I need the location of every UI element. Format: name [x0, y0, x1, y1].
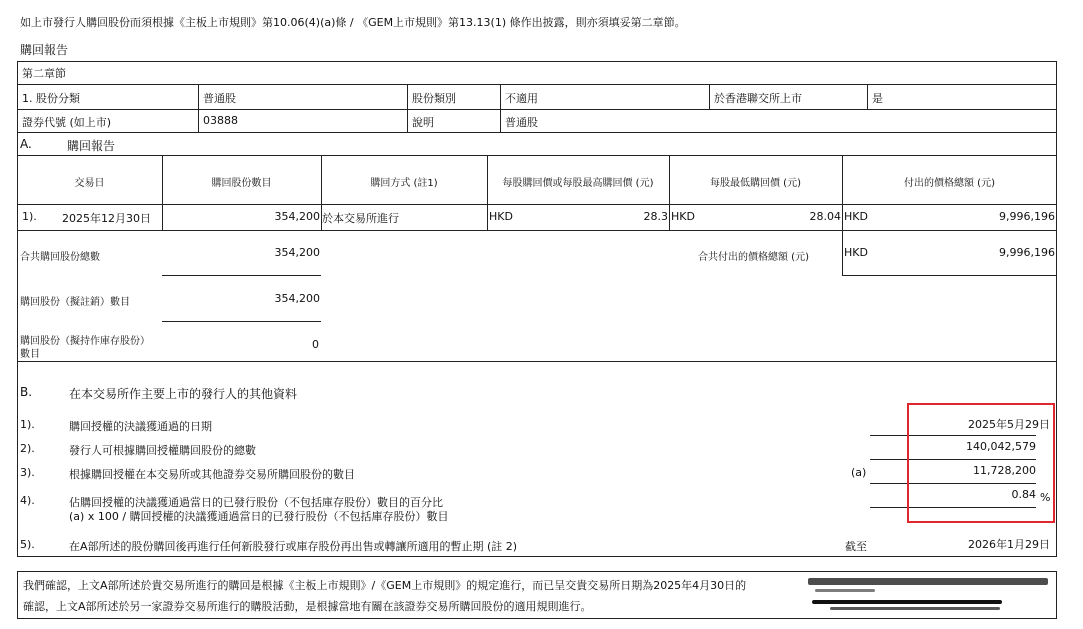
- b-item-3-value: 11,728,200: [973, 464, 1036, 477]
- section-a-letter: A.: [20, 137, 32, 151]
- cancel-shares-label: 購回股份（擬註銷）數目: [20, 297, 130, 308]
- b-item-4-label-2: (a) x 100 / 購回授權的決議獲通過當日的已發行股份（不包括庫存股份）數目: [69, 510, 449, 523]
- total-paid-currency: HKD: [844, 246, 868, 259]
- b-item-4-unit: %: [1040, 491, 1051, 504]
- row-low-price: 28.04: [809, 210, 841, 223]
- share-type-label: 股份類別: [412, 92, 456, 105]
- report-title: 購回報告: [20, 43, 69, 57]
- total-shares-value: 354,200: [274, 246, 320, 259]
- row-total-value: 9,996,196: [999, 210, 1055, 223]
- treasury-shares-label-2: 數目: [20, 349, 40, 360]
- row-low-currency: HKD: [671, 210, 695, 223]
- b-item-4-label: 佔購回授權的決議獲通過當日的已發行股份（不包括庫存股份）數目的百分比: [69, 496, 443, 509]
- total-paid-value: 9,996,196: [999, 246, 1055, 259]
- share-class-value: 普通股: [203, 92, 236, 105]
- col-header-trade-date: 交易日: [74, 178, 105, 189]
- cancel-shares-value: 354,200: [274, 292, 320, 305]
- total-shares-label: 合共購回股份總數: [20, 252, 100, 263]
- redaction-scribble: [812, 600, 1002, 604]
- b-item-3-label: 根據購回授權在本交易所或其他證券交易所購回股份的數目: [69, 468, 355, 481]
- treasury-shares-value: 0: [312, 338, 319, 351]
- redaction-scribble: [815, 589, 875, 592]
- confirmation-line-2: 確認，上文A部所述於另一家證券交易所進行的購股活動，是根據當地有關在該證券交易所購回股份的適用規則進行。: [23, 600, 592, 613]
- confirmation-line-1: 我們確認，上文A部所述於貴交易所進行的購回是根據《主板上市規則》/《GEM上市規則》的規定進行，而已呈交貴交易所日期為2025年4月30日的: [23, 579, 747, 592]
- row-method: 於本交易所進行: [322, 212, 399, 225]
- row-total-currency: HKD: [844, 210, 868, 223]
- b-item-5-value: 2026年1月29日: [968, 538, 1050, 551]
- b-item-2-label: 發行人可根據購回授權購回股份的總數: [69, 444, 256, 457]
- b-item-1-label: 購回授權的決議獲通過的日期: [69, 420, 212, 433]
- highlight-box: [907, 403, 1055, 523]
- share-type-value: 不適用: [505, 92, 538, 105]
- stock-code-value: 03888: [203, 114, 238, 127]
- col-header-low-price: 每股最低購回價 (元): [710, 178, 801, 189]
- hk-listed-label: 於香港聯交所上市: [714, 92, 802, 105]
- redaction-scribble: [830, 607, 1000, 610]
- section-label: 第二章節: [22, 67, 66, 80]
- total-paid-label: 合共付出的價格總額 (元): [698, 252, 809, 263]
- row-trade-date: 2025年12月30日: [62, 212, 151, 225]
- row-index: 1).: [22, 210, 37, 223]
- col-header-total-paid: 付出的價格總額 (元): [904, 178, 995, 189]
- section-a-title: 購回報告: [67, 139, 116, 153]
- col-header-method: 購回方式 (註1): [370, 178, 438, 189]
- b-item-2-value: 140,042,579: [966, 440, 1036, 453]
- col-header-high-price: 每股購回價或每股最高購回價 (元): [502, 178, 654, 189]
- b-item-5-tag: 截至: [845, 540, 867, 553]
- row-high-currency: HKD: [489, 210, 513, 223]
- row-shares: 354,200: [274, 210, 320, 223]
- b-item-1-index: 1).: [20, 418, 35, 431]
- redaction-scribble: [808, 578, 1048, 585]
- b-item-3-index: 3).: [20, 466, 35, 479]
- row-high-price: 28.3: [643, 210, 668, 223]
- b-item-2-index: 2).: [20, 442, 35, 455]
- description-label: 說明: [412, 116, 434, 129]
- hk-listed-value: 是: [872, 92, 883, 105]
- col-header-shares: 購回股份數目: [211, 178, 272, 189]
- section-b-letter: B.: [20, 385, 33, 399]
- treasury-shares-label-1: 購回股份（擬持作庫存股份）: [20, 336, 150, 347]
- b-item-5-label: 在A部所述的股份購回後再進行任何新股發行或庫存股份再出售或轉讓所適用的暫止期 (註 2): [69, 540, 518, 553]
- b-item-1-value: 2025年5月29日: [968, 418, 1050, 431]
- b-item-5-index: 5).: [20, 538, 35, 551]
- intro-note: 如上市發行人購回股份而須根據《主板上市規則》第10.06(4)(a)條 / 《GEM上市規則》第13.13(1) 條作出披露，則亦須填妥第二章節。: [20, 16, 686, 29]
- share-class-label: 1. 股份分類: [22, 92, 80, 105]
- b-item-4-value: 0.84: [1011, 488, 1036, 501]
- section-b-title: 在本交易所作主要上市的發行人的其他資料: [69, 387, 298, 401]
- b-item-4-index: 4).: [20, 494, 35, 507]
- description-value: 普通股: [505, 116, 538, 129]
- b-item-3-tag: (a): [851, 466, 867, 479]
- stock-code-label: 證券代號 (如上市): [22, 116, 112, 129]
